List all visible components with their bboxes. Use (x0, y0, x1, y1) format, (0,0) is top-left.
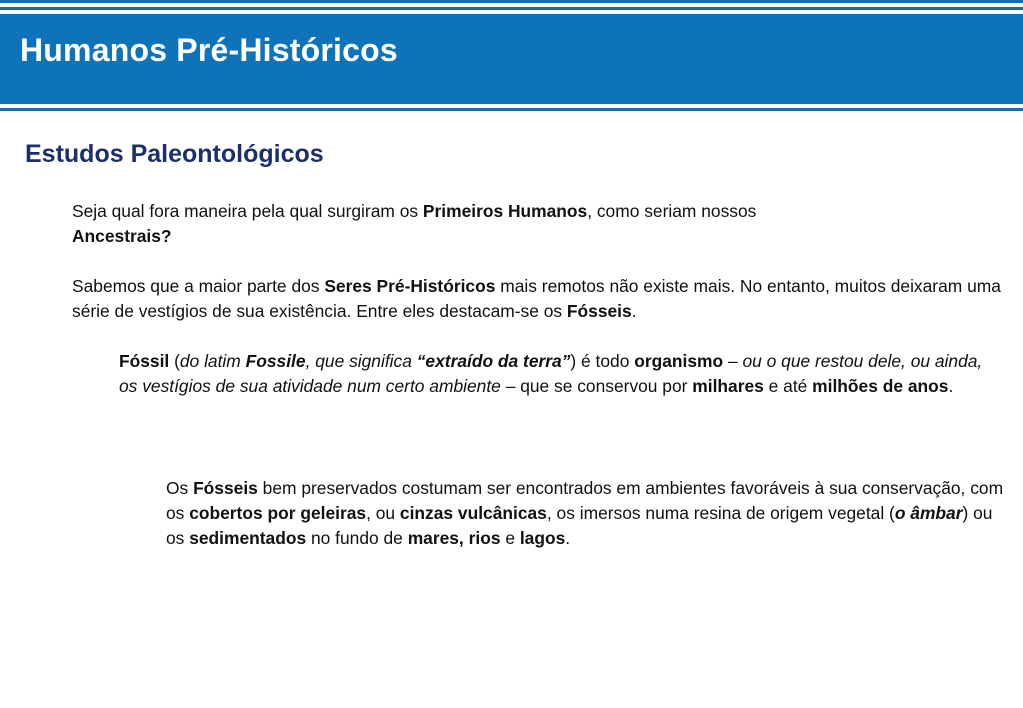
text-run: ) ou os (166, 503, 993, 548)
bold-term: cinzas vulcânicas (399, 503, 547, 523)
bold-term: Ancestrais? (72, 226, 172, 246)
section-heading: Estudos Paleontológicos (25, 140, 324, 168)
text-run: . (948, 376, 954, 396)
bold-term: sedimentados (189, 528, 307, 548)
paragraph-fossil-definition (119, 349, 999, 399)
bold-term: Fósseis (566, 301, 632, 321)
text-run: , ou (366, 503, 400, 523)
text-run: Os (166, 478, 194, 498)
bold-italic-term: Fossile (245, 351, 306, 371)
bold-term: Fósseis (193, 478, 258, 498)
title-rule-bottom (0, 108, 1023, 111)
bold-italic-term: o âmbar (894, 503, 963, 523)
text-run: , os imersos numa resina de origem vegetal ( (546, 503, 895, 523)
bold-italic-term: “extraído da terra” (416, 351, 571, 371)
paragraph-prehistoric-beings (72, 274, 1002, 324)
text-run: – que se conservou por (500, 376, 693, 396)
italic-run: do latim (179, 351, 246, 371)
text-run: . (631, 301, 637, 321)
bold-term: organismo (634, 351, 724, 371)
bold-term: lagos (519, 528, 566, 548)
text-run: Seja qual fora maneira pela qual surgiram os (72, 201, 423, 221)
paragraph-ancestors (72, 199, 972, 249)
bold-term: Primeiros Humanos (422, 201, 588, 221)
text-run: ( (169, 351, 180, 371)
title-bar (0, 0, 1023, 114)
title-rule-top (0, 0, 1023, 3)
text-run: mais remotos não existe mais. No entanto, muitos deixaram uma série de vestígios de sua existência. Entre eles destacam-se os (72, 276, 1001, 321)
bold-term: Fóssil (119, 351, 170, 371)
bold-term: cobertos por geleiras (189, 503, 367, 523)
italic-run: ou o que restou dele, ou ainda, os vestígios de sua atividade num certo ambiente (119, 351, 983, 396)
text-run: – (723, 351, 743, 371)
text-run: bem preservados costumam ser encontrados em ambientes favoráveis à sua conservação, com os (166, 478, 1004, 523)
text-run: no fundo de (306, 528, 408, 548)
text-run: , como seriam nossos (587, 201, 757, 221)
bold-term: milhares (692, 376, 764, 396)
bold-term: mares, rios (407, 528, 501, 548)
bold-term: Seres Pré-Históricos (324, 276, 496, 296)
text-run: e até (763, 376, 813, 396)
text-run: e (500, 528, 520, 548)
text-run: ) é todo (570, 351, 635, 371)
text-run: Sabemos que a maior parte dos (72, 276, 325, 296)
italic-run: , que significa (305, 351, 417, 371)
text-run: . (565, 528, 571, 548)
bold-term: milhões de anos (812, 376, 949, 396)
slide-title: Humanos Pré-Históricos (20, 32, 398, 68)
title-rule-top-2 (0, 7, 1023, 10)
paragraph-fossil-preservation (166, 476, 1006, 551)
